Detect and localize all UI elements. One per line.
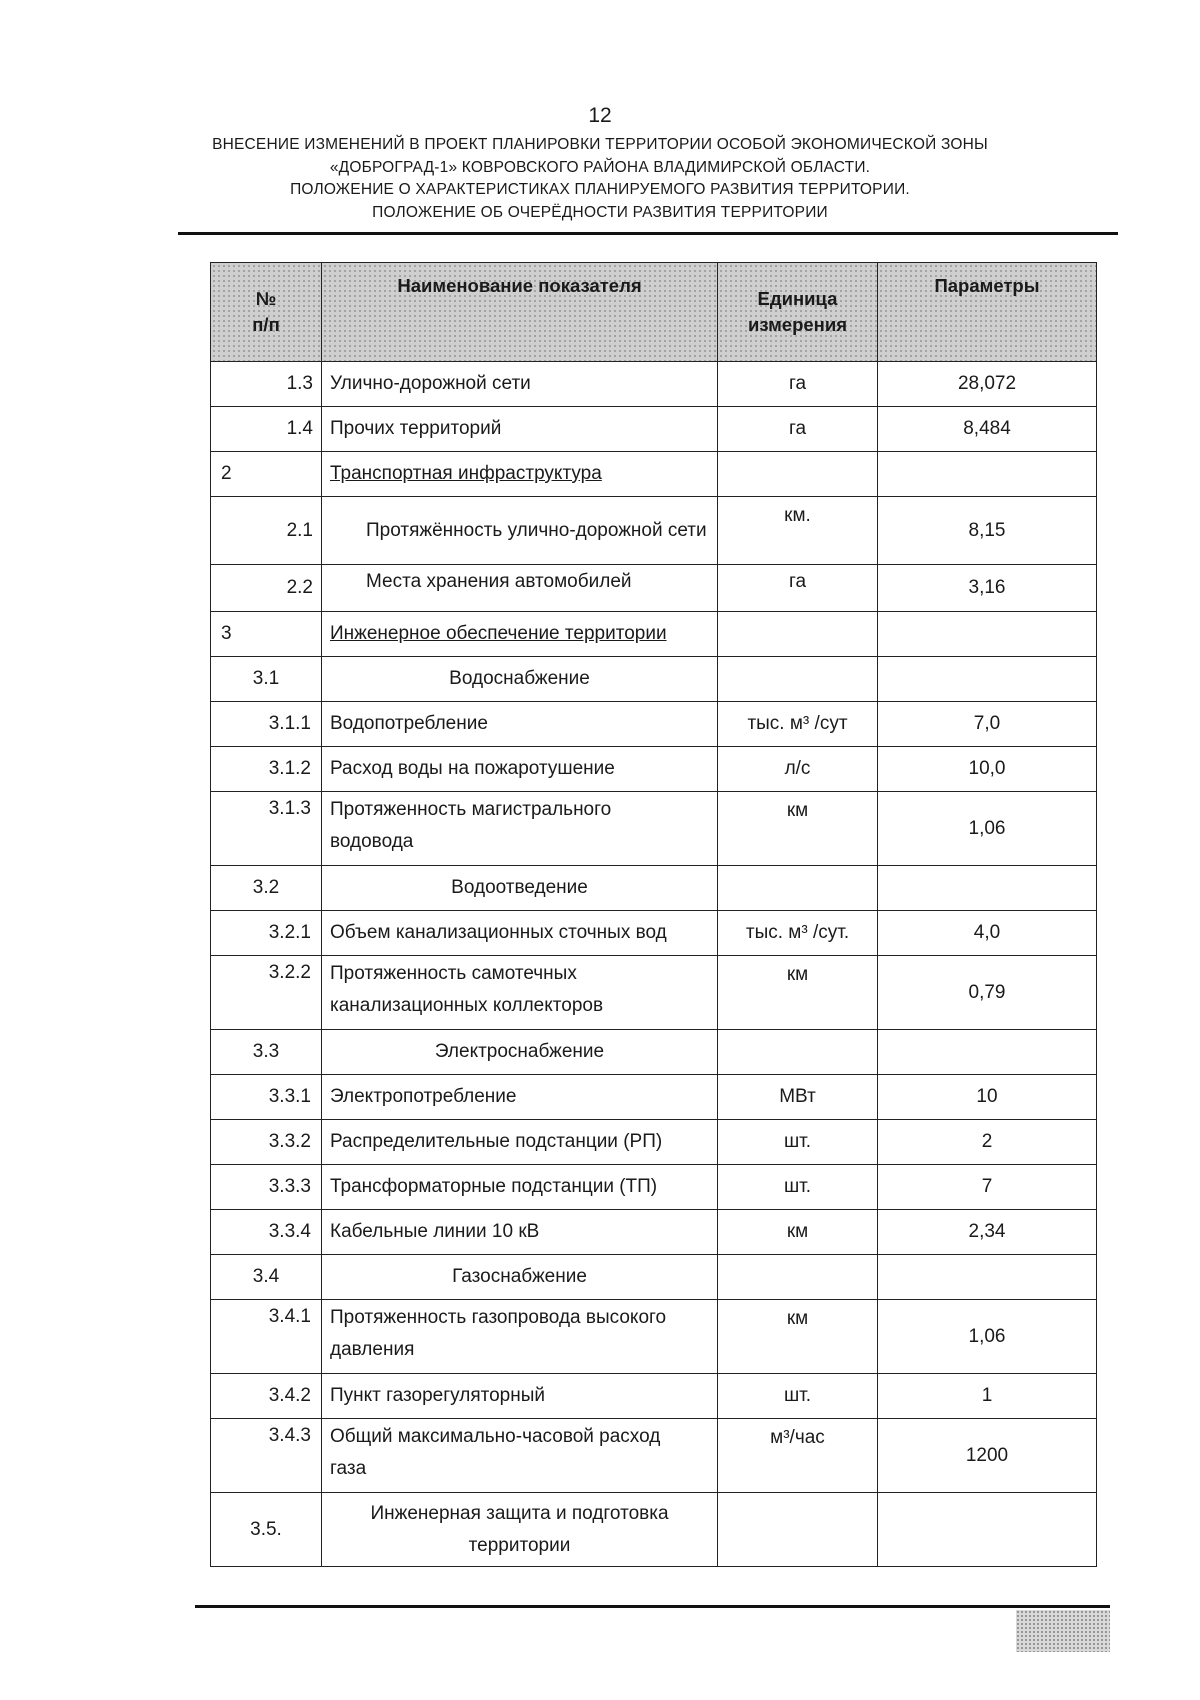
row-param: 1,06 xyxy=(878,792,1097,866)
row-number: 3.2 xyxy=(211,866,322,911)
table-row xyxy=(211,612,1097,657)
row-unit xyxy=(718,612,878,657)
row-unit: га xyxy=(718,565,878,612)
row-number: 3.4.3 xyxy=(211,1419,322,1493)
table-row xyxy=(211,1493,1097,1567)
row-name: Распределительные подстанции (РП) xyxy=(322,1120,718,1165)
row-unit xyxy=(718,452,878,497)
row-unit: га xyxy=(718,362,878,407)
row-number: 3.3.1 xyxy=(211,1075,322,1120)
row-number: 3.3.3 xyxy=(211,1165,322,1210)
table-row xyxy=(211,1030,1097,1075)
table-row xyxy=(211,1255,1097,1300)
header-divider xyxy=(178,232,1118,235)
table-row xyxy=(211,1075,1097,1120)
row-number: 3 xyxy=(211,612,322,657)
row-unit: МВт xyxy=(718,1075,878,1120)
row-unit xyxy=(718,1030,878,1075)
row-name: Водоснабжение xyxy=(322,657,718,702)
row-param: 2 xyxy=(878,1120,1097,1165)
row-unit: га xyxy=(718,407,878,452)
row-param xyxy=(878,452,1097,497)
row-unit: м³/час xyxy=(718,1419,878,1493)
row-unit: км xyxy=(718,956,878,1030)
row-name: Водопотребление xyxy=(322,702,718,747)
row-number: 2.1 xyxy=(211,497,322,565)
table-row xyxy=(211,407,1097,452)
row-name: Водоотведение xyxy=(322,866,718,911)
row-number: 1.4 xyxy=(211,407,322,452)
row-number: 1.3 xyxy=(211,362,322,407)
table-row xyxy=(211,792,1097,866)
table-row xyxy=(211,1165,1097,1210)
row-param: 10,0 xyxy=(878,747,1097,792)
row-name: Инженерное обеспечение территории xyxy=(322,612,718,657)
row-param: 4,0 xyxy=(878,911,1097,956)
header-parameters: Параметры xyxy=(878,263,1097,362)
row-number: 3.2.1 xyxy=(211,911,322,956)
row-number: 3.3.2 xyxy=(211,1120,322,1165)
table-row xyxy=(211,565,1097,612)
row-name: Протяженность самотечных канализационных коллекторов xyxy=(322,956,718,1030)
row-unit: шт. xyxy=(718,1165,878,1210)
row-param: 10 xyxy=(878,1075,1097,1120)
row-param: 8,484 xyxy=(878,407,1097,452)
row-name: Улично-дорожной сети xyxy=(322,362,718,407)
row-param: 0,79 xyxy=(878,956,1097,1030)
table-row xyxy=(211,747,1097,792)
scan-stamp xyxy=(1016,1610,1110,1652)
row-name: Пункт газорегуляторный xyxy=(322,1374,718,1419)
table-row xyxy=(211,866,1097,911)
row-name: Протяжённость улично-дорожной сети xyxy=(322,497,718,565)
row-param: 1200 xyxy=(878,1419,1097,1493)
row-unit: л/с xyxy=(718,747,878,792)
table-row xyxy=(211,1210,1097,1255)
row-number: 3.3 xyxy=(211,1030,322,1075)
row-param: 8,15 xyxy=(878,497,1097,565)
row-name: Газоснабжение xyxy=(322,1255,718,1300)
row-number: 2 xyxy=(211,452,322,497)
row-number: 3.4.1 xyxy=(211,1300,322,1374)
row-param: 2,34 xyxy=(878,1210,1097,1255)
row-number: 3.5. xyxy=(211,1493,322,1567)
row-unit: км xyxy=(718,792,878,866)
table-row xyxy=(211,657,1097,702)
row-name: Расход воды на пожаротушение xyxy=(322,747,718,792)
table-header-row xyxy=(211,263,1097,362)
row-number: 3.3.4 xyxy=(211,1210,322,1255)
row-name: Электропотребление xyxy=(322,1075,718,1120)
row-unit: шт. xyxy=(718,1120,878,1165)
row-unit xyxy=(718,1493,878,1567)
row-unit: тыс. м³ /сут xyxy=(718,702,878,747)
table-row xyxy=(211,1419,1097,1493)
header-line: «ДОБРОГРАД-1» КОВРОВСКОГО РАЙОНА ВЛАДИМИРСКОЙ ОБЛАСТИ. xyxy=(329,158,871,176)
row-unit: км. xyxy=(718,497,878,565)
row-param: 7 xyxy=(878,1165,1097,1210)
table-row xyxy=(211,911,1097,956)
row-name: Протяженность магистрального водовода xyxy=(322,792,718,866)
row-name: Кабельные линии 10 кВ xyxy=(322,1210,718,1255)
row-name: Трансформаторные подстанции (ТП) xyxy=(322,1165,718,1210)
row-number: 3.1 xyxy=(211,657,322,702)
header-unit: Единица измерения xyxy=(718,263,878,362)
row-name: Прочих территорий xyxy=(322,407,718,452)
row-name: Общий максимально-часовой расход газа xyxy=(322,1419,718,1493)
row-param xyxy=(878,1030,1097,1075)
row-param: 1 xyxy=(878,1374,1097,1419)
row-number: 3.1.3 xyxy=(211,792,322,866)
header-line: ПОЛОЖЕНИЕ ОБ ОЧЕРЁДНОСТИ РАЗВИТИЯ ТЕРРИТОРИИ xyxy=(372,203,828,221)
header-number: № п/п xyxy=(211,263,322,362)
row-param xyxy=(878,866,1097,911)
row-number: 2.2 xyxy=(211,565,322,612)
row-unit: шт. xyxy=(718,1374,878,1419)
row-number: 3.1.1 xyxy=(211,702,322,747)
row-param xyxy=(878,1493,1097,1567)
row-number: 3.2.2 xyxy=(211,956,322,1030)
header-line: ВНЕСЕНИЕ ИЗМЕНЕНИЙ В ПРОЕКТ ПЛАНИРОВКИ ТЕРРИТОРИИ ОСОБОЙ ЭКОНОМИЧЕСКОЙ ЗОНЫ xyxy=(212,136,988,153)
table-row xyxy=(211,1300,1097,1374)
header-indicator-name: Наименование показателя xyxy=(322,263,718,362)
row-number: 3.4.2 xyxy=(211,1374,322,1419)
row-param xyxy=(878,1255,1097,1300)
header-line: ПОЛОЖЕНИЕ О ХАРАКТЕРИСТИКАХ ПЛАНИРУЕМОГО РАЗВИТИЯ ТЕРРИТОРИИ. xyxy=(290,181,910,198)
table-row xyxy=(211,702,1097,747)
row-name: Объем канализационных сточных вод xyxy=(322,911,718,956)
row-number: 3.1.2 xyxy=(211,747,322,792)
row-name: Протяженность газопровода высокого давления xyxy=(322,1300,718,1374)
page-number: 12 xyxy=(588,104,612,127)
row-param xyxy=(878,612,1097,657)
row-param: 28,072 xyxy=(878,362,1097,407)
table-row xyxy=(211,362,1097,407)
row-name: Транспортная инфраструктура xyxy=(322,452,718,497)
indicators-table xyxy=(210,262,1097,1567)
row-name: Места хранения автомобилей xyxy=(322,565,718,612)
footer-divider xyxy=(195,1605,1110,1608)
table-row xyxy=(211,956,1097,1030)
row-unit xyxy=(718,657,878,702)
row-unit: тыс. м³ /сут. xyxy=(718,911,878,956)
row-name: Электроснабжение xyxy=(322,1030,718,1075)
row-unit xyxy=(718,1255,878,1300)
row-unit: км xyxy=(718,1300,878,1374)
table-row xyxy=(211,1120,1097,1165)
row-param: 7,0 xyxy=(878,702,1097,747)
row-param: 3,16 xyxy=(878,565,1097,612)
table-row xyxy=(211,1374,1097,1419)
row-number: 3.4 xyxy=(211,1255,322,1300)
table-row xyxy=(211,452,1097,497)
row-name: Инженерная защита и подготовка территории xyxy=(322,1493,718,1567)
document-header xyxy=(140,134,1060,224)
row-unit: км xyxy=(718,1210,878,1255)
row-unit xyxy=(718,866,878,911)
row-param: 1,06 xyxy=(878,1300,1097,1374)
table-row xyxy=(211,497,1097,565)
row-param xyxy=(878,657,1097,702)
